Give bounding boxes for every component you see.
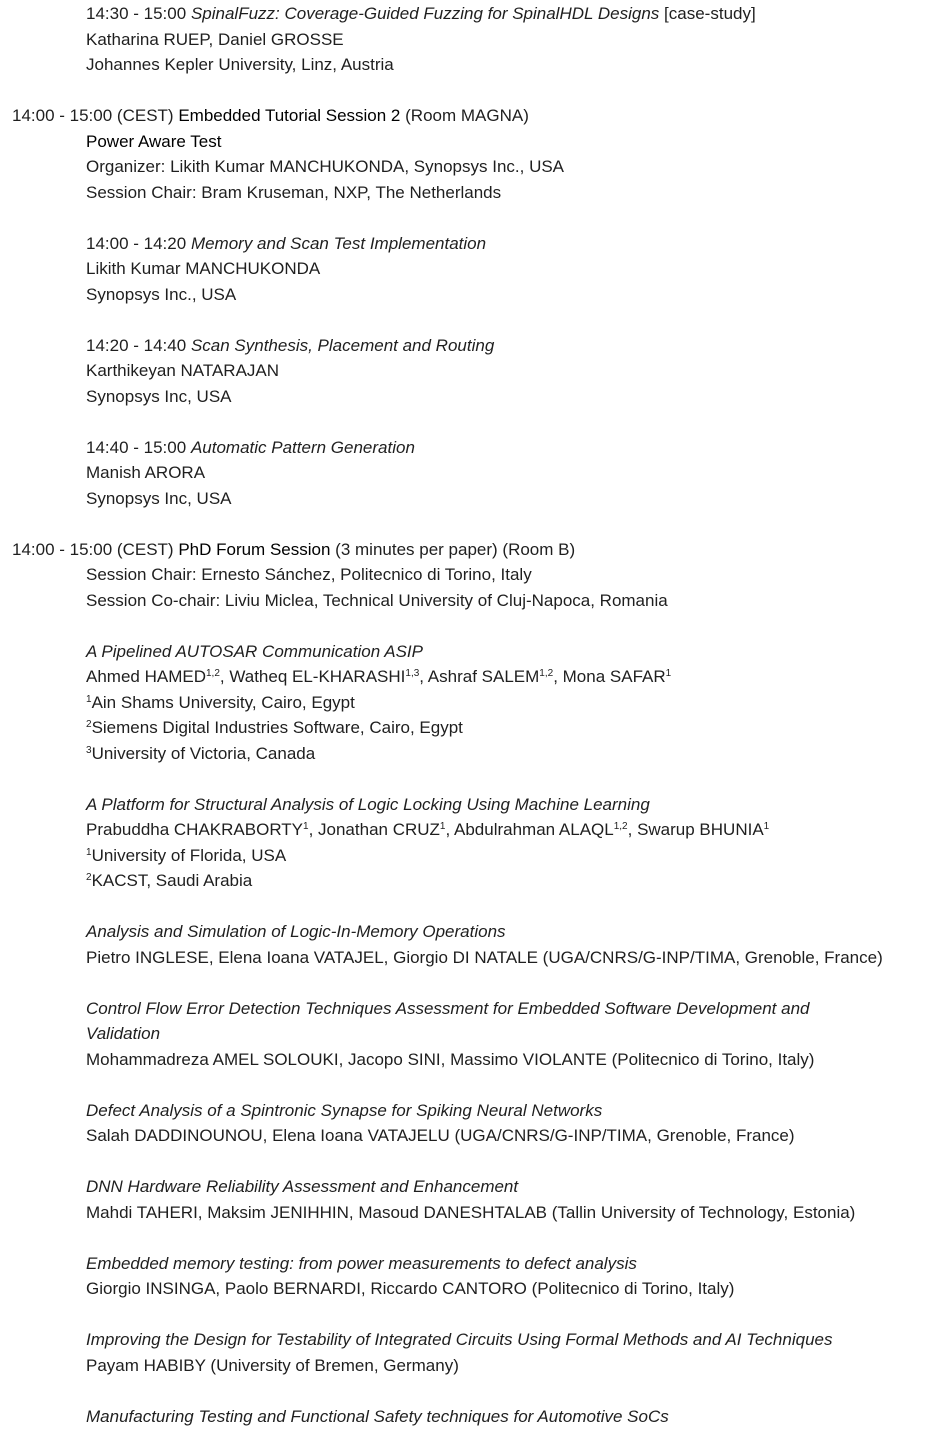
talk-title-line: [0, 333, 926, 359]
talk-title: Scan Synthesis, Placement and Routing: [191, 336, 494, 355]
talk-title-line: [0, 231, 926, 257]
paper-title: Analysis and Simulation of Logic-In-Memory Operations: [0, 919, 926, 945]
session-header: [0, 537, 926, 563]
session-header: [0, 103, 926, 129]
talk-title: Automatic Pattern Generation: [191, 438, 415, 457]
paper-authors: Payam HABIBY (University of Bremen, Germany): [0, 1353, 926, 1379]
talk-title-line: [0, 435, 926, 461]
session-organizer: Organizer: Likith Kumar MANCHUKONDA, Synopsys Inc., USA: [0, 154, 926, 180]
paper-title: DNN Hardware Reliability Assessment and Enhancement: [0, 1174, 926, 1200]
session-cochair: Session Co-chair: Liviu Miclea, Technical University of Cluj-Napoca, Romania: [0, 588, 926, 614]
session-room: (3 minutes per paper) (Room B): [335, 540, 575, 559]
paper-title: A Pipelined AUTOSAR Communication ASIP: [0, 639, 926, 665]
paper-authors: Pietro INGLESE, Elena Ioana VATAJEL, Giorgio DI NATALE (UGA/CNRS/G-INP/TIMA, Grenoble, France): [0, 945, 926, 971]
talk-time: 14:30 - 15:00: [86, 4, 186, 23]
paper-affiliation: $^2$Siemens Digital Industries Software, Cairo, Egypt: [0, 715, 926, 741]
talk-title: Memory and Scan Test Implementation: [191, 234, 486, 253]
talk-affiliation: Johannes Kepler University, Linz, Austria: [0, 52, 926, 78]
talk-title-line: [0, 1, 926, 27]
talk-author: Likith Kumar MANCHUKONDA: [0, 256, 926, 282]
talk-title: SpinalFuzz: Coverage-Guided Fuzzing for SpinalHDL Designs: [191, 4, 659, 23]
paper-authors: Salah DADDINOUNOU, Elena Ioana VATAJELU (UGA/CNRS/G-INP/TIMA, Grenoble, France): [0, 1123, 926, 1149]
paper-title: Embedded memory testing: from power measurements to defect analysis: [0, 1251, 926, 1277]
session-name: PhD Forum Session: [178, 540, 330, 559]
talk-authors: Katharina RUEP, Daniel GROSSE: [0, 27, 926, 53]
session-chair: Session Chair: Ernesto Sánchez, Politecnico di Torino, Italy: [0, 562, 926, 588]
paper-authors: Giorgio INSINGA, Paolo BERNARDI, Riccardo CANTORO (Politecnico di Torino, Italy): [0, 1276, 926, 1302]
paper-affiliation: $^1$Ain Shams University, Cairo, Egypt: [0, 690, 926, 716]
paper-title: Improving the Design for Testability of Integrated Circuits Using Formal Methods and AI Techniques: [0, 1327, 926, 1353]
talk-time: 14:20 - 14:40: [86, 336, 186, 355]
paper-title-cont: Validation: [0, 1021, 926, 1047]
paper-title: A Platform for Structural Analysis of Logic Locking Using Machine Learning: [0, 792, 926, 818]
talk-time: 14:40 - 15:00: [86, 438, 186, 457]
talk-affiliation: Synopsys Inc., USA: [0, 282, 926, 308]
paper-title: Manufacturing Testing and Functional Safety techniques for Automotive SoCs: [0, 1404, 926, 1429]
talk-affiliation: Synopsys Inc, USA: [0, 384, 926, 410]
session-chair: Session Chair: Bram Kruseman, NXP, The Netherlands: [0, 180, 926, 206]
talk-time: 14:00 - 14:20: [86, 234, 186, 253]
session-name: Embedded Tutorial Session 2: [178, 106, 400, 125]
talk-tag: [case-study]: [664, 4, 756, 23]
paper-authors: Prabuddha CHAKRABORTY$^1$, Jonathan CRUZ$^1$, Abdulrahman ALAQL$^{1,2}$, Swarup BHUNIA$^1$: [0, 817, 926, 843]
session-room: (Room MAGNA): [405, 106, 529, 125]
paper-title: Defect Analysis of a Spintronic Synapse for Spiking Neural Networks: [0, 1098, 926, 1124]
paper-affiliation: $^1$University of Florida, USA: [0, 843, 926, 869]
talk-affiliation: Synopsys Inc, USA: [0, 486, 926, 512]
paper-authors: Mohammadreza AMEL SOLOUKI, Jacopo SINI, Massimo VIOLANTE (Politecnico di Torino, Italy): [0, 1047, 926, 1073]
paper-authors: Mahdi TAHERI, Maksim JENIHHIN, Masoud DANESHTALAB (Tallin University of Technology, Estonia): [0, 1200, 926, 1226]
session-time: 14:00 - 15:00 (CEST): [12, 106, 174, 125]
paper-title: Control Flow Error Detection Techniques Assessment for Embedded Software Development and: [0, 996, 926, 1022]
paper-affiliation: $^3$University of Victoria, Canada: [0, 741, 926, 767]
session-time: 14:00 - 15:00 (CEST): [12, 540, 174, 559]
paper-affiliation: $^2$KACST, Saudi Arabia: [0, 868, 926, 894]
talk-author: Manish ARORA: [0, 460, 926, 486]
session-subtitle: Power Aware Test: [0, 129, 926, 155]
talk-author: Karthikeyan NATARAJAN: [0, 358, 926, 384]
paper-authors: Ahmed HAMED$^{1,2}$, Watheq EL-KHARASHI$^{1,3}$, Ashraf SALEM$^{1,2}$, Mona SAFAR$^1$: [0, 664, 926, 690]
